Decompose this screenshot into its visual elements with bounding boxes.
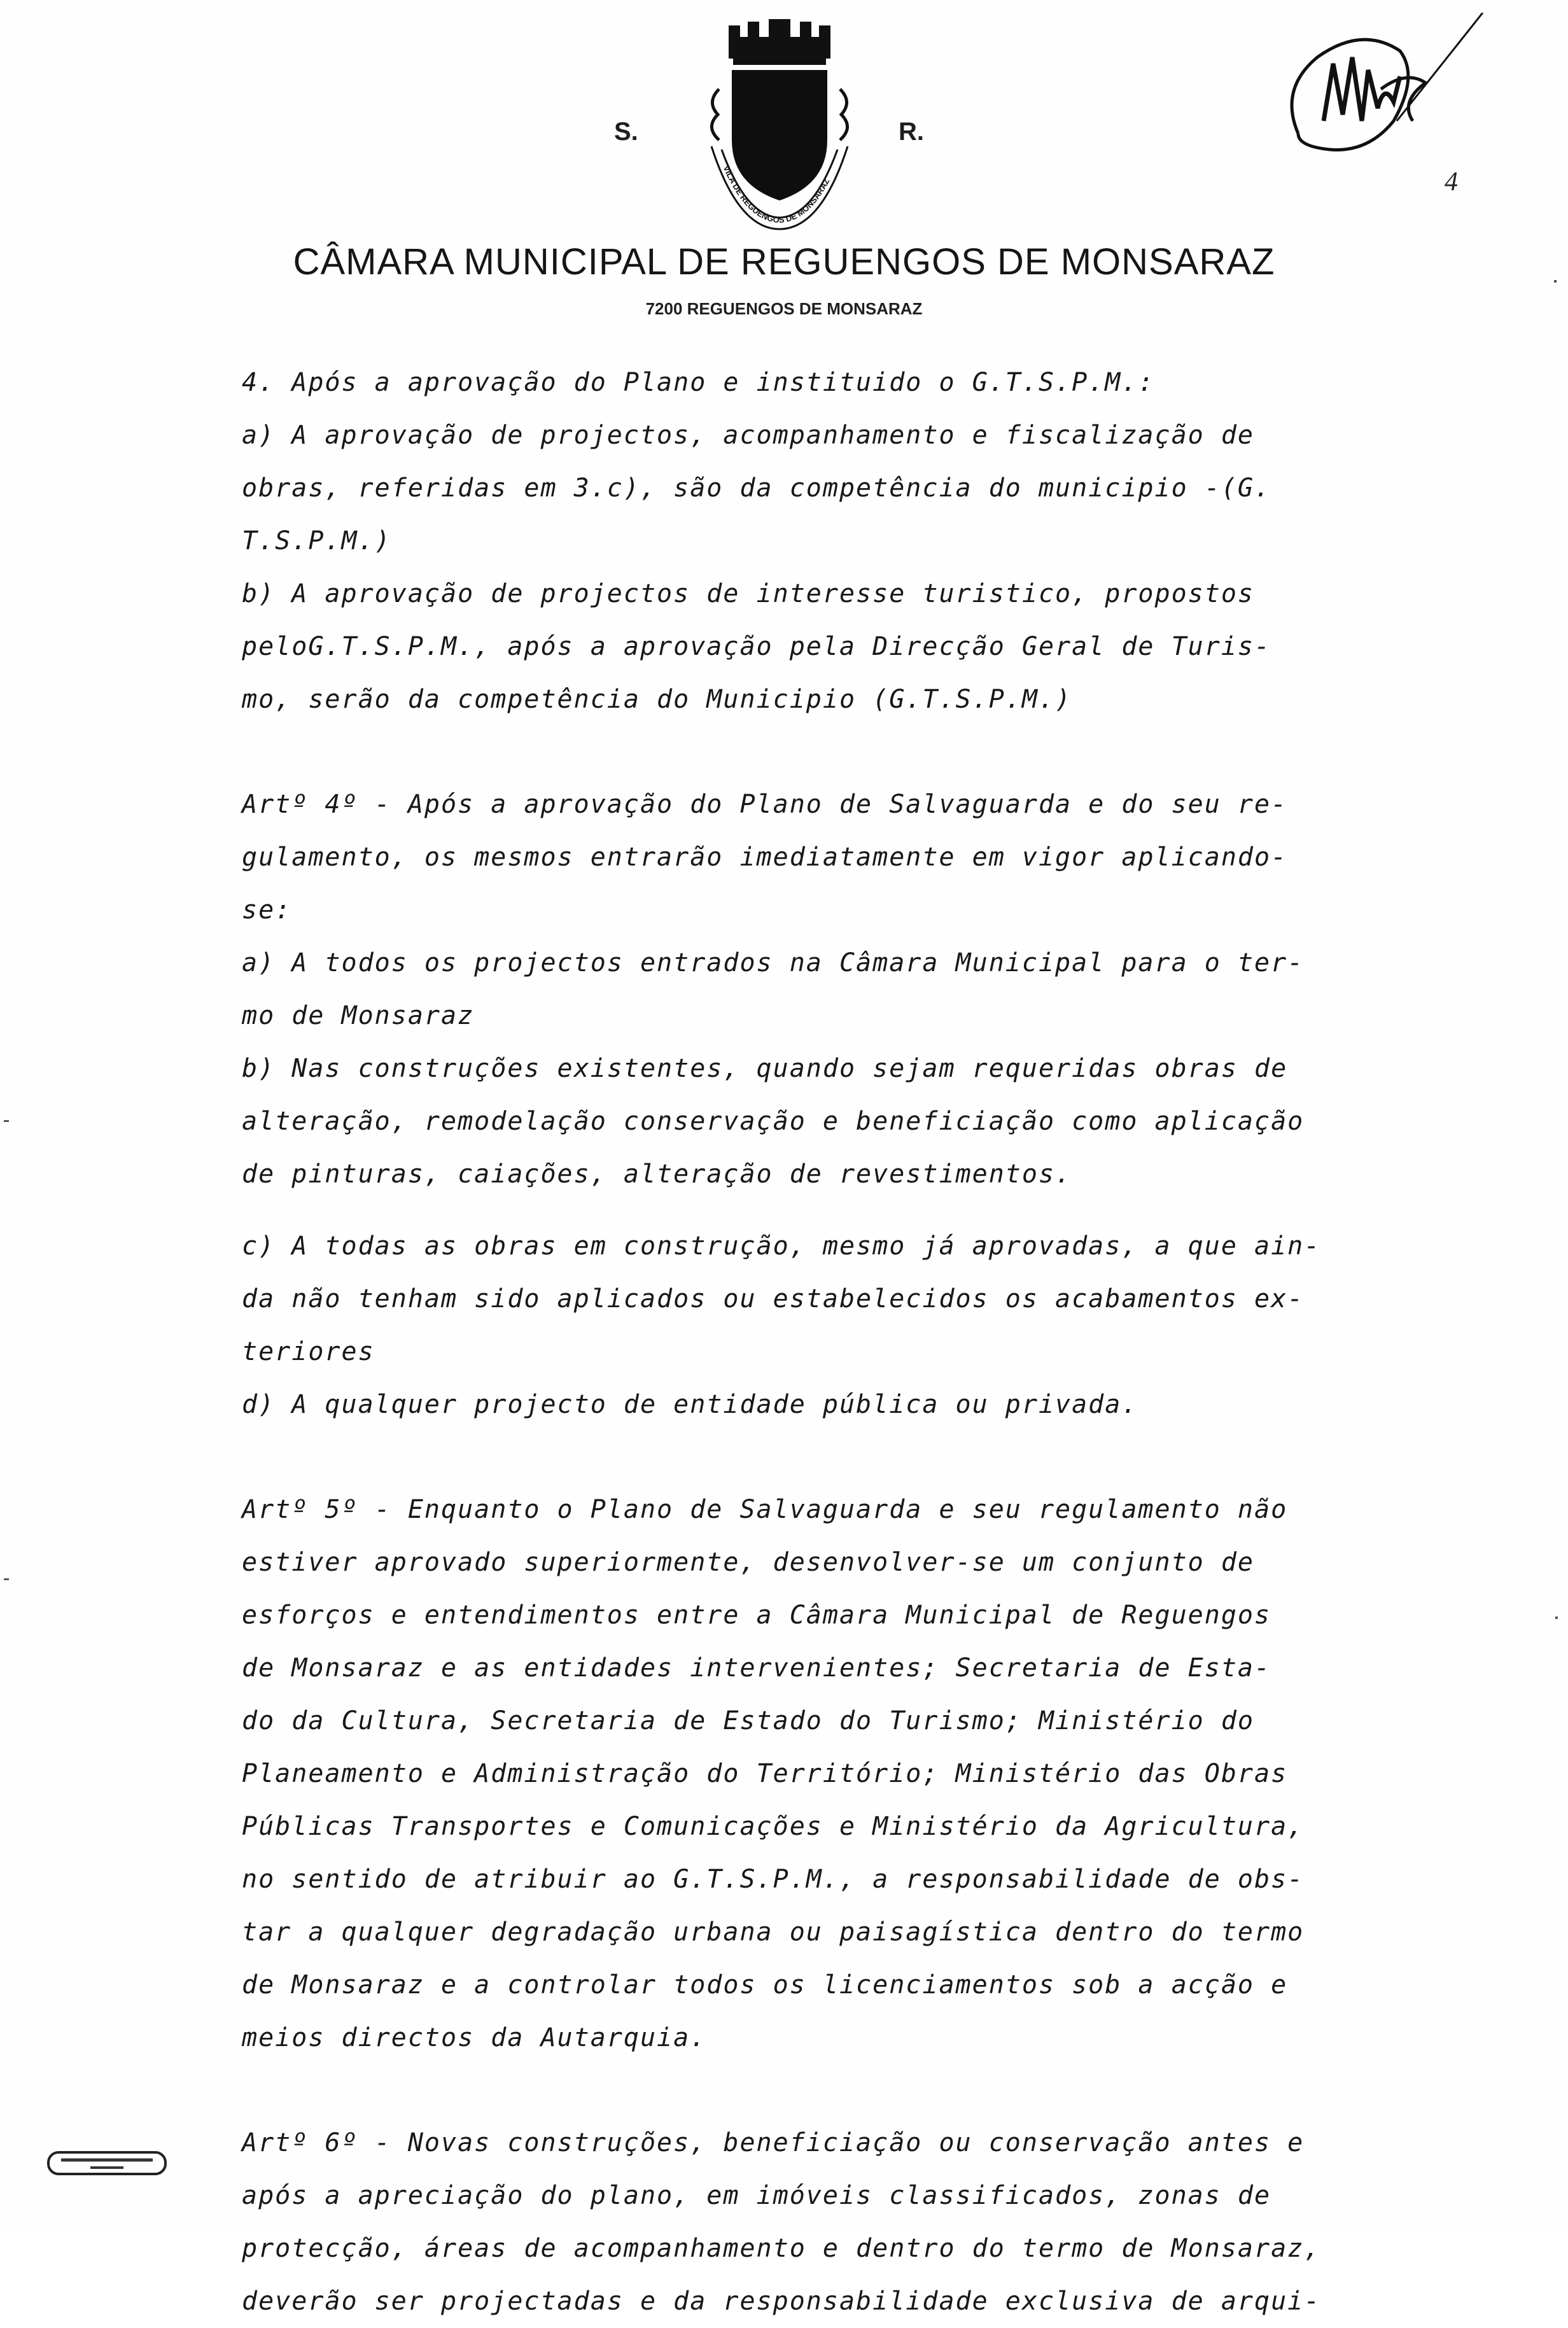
text-line: a) A todos os projectos entrados na Câmara Municipal para o ter- <box>242 948 1305 978</box>
margin-mark <box>4 1578 9 1580</box>
text-line: de Monsaraz e a controlar todos os licenciamentos sob a acção e <box>242 1970 1288 2000</box>
text-line: obras, referidas em 3.c), são da competência do municipio -(G. <box>242 473 1271 503</box>
document-body <box>242 356 1515 2328</box>
text-line: peloG.T.S.P.M., após a aprovação pela Direcção Geral de Turis- <box>242 632 1271 661</box>
text-line: gulamento, os mesmos entrarão imediatamente em vigor aplicando- <box>242 843 1288 872</box>
margin-mark <box>1555 1616 1558 1619</box>
text-line: de Monsaraz e as entidades intervenientes; Secretaria de Esta- <box>242 1653 1271 1683</box>
paragraph-article-4 <box>242 778 1515 1201</box>
text-line: após a apreciação do plano, em imóveis classificados, zonas de <box>242 2181 1271 2210</box>
paragraph-article-5 <box>242 1483 1515 2065</box>
text-line: deverão ser projectadas e da responsabilidade exclusiva de arqui- <box>242 2287 1321 2316</box>
paragraph-article-4-continued <box>242 1220 1515 1431</box>
text-line: Planeamento e Administração do Território; Ministério das Obras <box>242 1759 1288 1788</box>
text-line: a) A aprovação de projectos, acompanhamento e fiscalização de <box>242 421 1255 450</box>
crest-ribbon-text: VILA DE REGUENGOS DE MONSARAZ <box>721 164 832 225</box>
text-line: b) Nas construções existentes, quando sejam requeridas obras de <box>242 1054 1288 1083</box>
text-line: Públicas Transportes e Comunicações e Ministério da Agricultura, <box>242 1812 1305 1841</box>
text-line: protecção, áreas de acompanhamento e dentro do termo de Monsaraz, <box>242 2234 1321 2263</box>
margin-mark <box>1554 280 1557 283</box>
header-right-letter: R. <box>899 118 924 146</box>
text-line: mo, serão da competência do Municipio (G.T.S.P.M.) <box>242 685 1072 714</box>
margin-mark <box>4 1120 9 1122</box>
text-line: se: <box>242 895 292 925</box>
text-line: T.S.P.M.) <box>242 526 391 556</box>
text-line: esforços e entendimentos entre a Câmara Municipal de Reguengos <box>242 1601 1271 1630</box>
text-line: meios directos da Autarquia. <box>242 2023 707 2052</box>
text-line: de pinturas, caiações, alteração de revestimentos. <box>242 1160 1072 1189</box>
text-line: d) A qualquer projecto de entidade pública ou privada. <box>242 1390 1138 1419</box>
header-left-letter: S. <box>614 118 638 146</box>
text-line: estiver aprovado superiormente, desenvolver-se um conjunto de <box>242 1548 1255 1577</box>
archive-stamp-icon <box>46 2146 168 2182</box>
paragraph-item-4 <box>242 356 1515 726</box>
text-line: mo de Monsaraz <box>242 1001 475 1030</box>
signature-scribble-icon <box>1273 13 1489 178</box>
text-line: Artº 6º - Novas construções, beneficiação ou conservação antes e <box>242 2128 1305 2157</box>
text-line: tar a qualquer degradação urbana ou paisagística dentro do termo <box>242 1918 1305 1947</box>
paragraph-article-6 <box>242 2117 1515 2328</box>
page-subtitle-address: 7200 REGUENGOS DE MONSARAZ <box>645 299 923 318</box>
text-line: da não tenham sido aplicados ou estabelecidos os acabamentos ex- <box>242 1284 1305 1314</box>
text-line: no sentido de atribuir ao G.T.S.P.M., a responsabilidade de obs- <box>242 1865 1305 1894</box>
text-line: Artº 5º - Enquanto o Plano de Salvaguarda e seu regulamento não <box>242 1495 1288 1524</box>
page-number: 4 <box>1445 167 1458 197</box>
text-line: c) A todas as obras em construção, mesmo já aprovadas, a que ain- <box>242 1231 1321 1261</box>
text-line: b) A aprovação de projectos de interesse turistico, propostos <box>242 579 1255 608</box>
municipal-crest-icon <box>694 19 865 235</box>
text-line: Artº 4º - Após a aprovação do Plano de Salvaguarda e do seu re- <box>242 790 1288 819</box>
page-title: CÂMARA MUNICIPAL DE REGUENGOS DE MONSARAZ <box>293 241 1275 283</box>
text-line: alteração, remodelação conservação e beneficiação como aplicação <box>242 1107 1305 1136</box>
text-line: teriores <box>242 1337 375 1366</box>
text-line: do da Cultura, Secretaria de Estado do Turismo; Ministério do <box>242 1706 1255 1735</box>
text-line: 4. Após a aprovação do Plano e instituido o G.T.S.P.M.: <box>242 368 1155 397</box>
